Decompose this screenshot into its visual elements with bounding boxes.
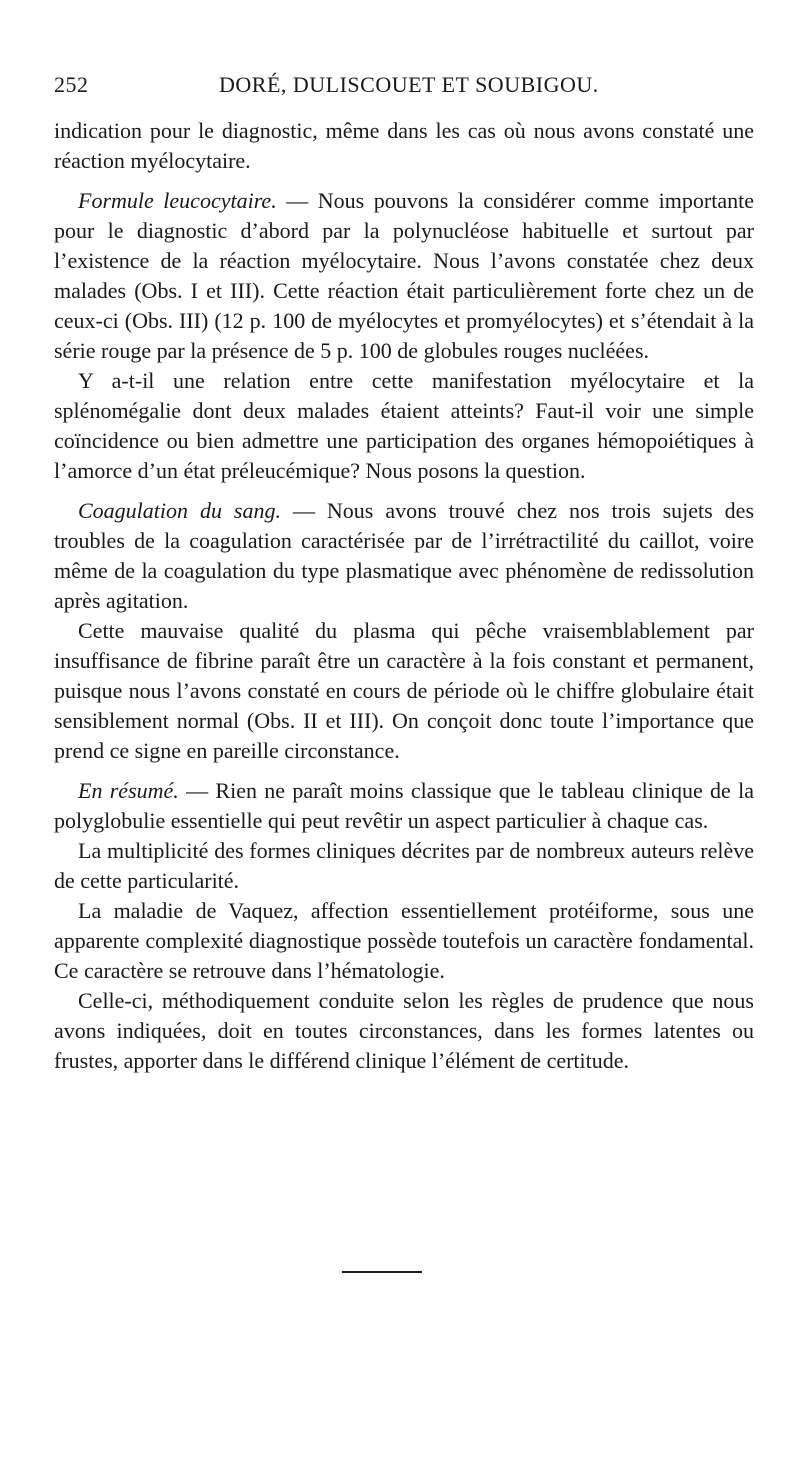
paragraph-text: Cette mauvaise qualité du plasma qui pêche vraisemblablement par insuffisance de fibrine paraît être un caractère à la fois constant et permanent, puisque nous l’avons constaté en cours de période où le chiffre globulaire était sensiblement normal (Obs. II et III). On conçoit donc toute l’importance que prend ce signe en pareille circonstance.	[54, 618, 754, 763]
section-lead: Formule leucocytaire.	[78, 188, 277, 213]
paragraph-text: — Nous pouvons la considérer comme importante pour le diagnostic d’abord par la polynucléose habituelle et surtout par l’existence de la réaction myélocytaire. Nous l’avons constatée chez deux malades (Obs. I et III). Cette réaction était particulièrement forte chez un de ceux-ci (Obs. III) (12 p. 100 de myélocytes et promyélocytes) et s’étendait à la série rouge par la présence de 5 p. 100 de globules rouges nucléées.	[54, 188, 754, 363]
paragraph	[54, 836, 754, 896]
page-header	[54, 72, 754, 106]
paragraph-text: — Rien ne paraît moins classique que le tableau clinique de la polyglobulie essentielle qui peut revêtir un aspect particulier à chaque cas.	[54, 778, 754, 833]
paragraph	[54, 116, 754, 176]
paragraph-text: indication pour le diagnostic, même dans les cas où nous avons constaté une réaction myélocytaire.	[54, 118, 754, 173]
body-text	[54, 116, 754, 1076]
page-number: 252	[54, 72, 89, 97]
paragraph-en-resume	[54, 776, 754, 836]
section-lead: Coagulation du sang.	[78, 498, 281, 523]
running-head: DORÉ, DULISCOUET ET SOUBIGOU.	[219, 72, 599, 97]
paragraph-text: La maladie de Vaquez, affection essentiellement protéiforme, sous une apparente complexité diagnostique possède toutefois un caractère fondamental. Ce caractère se retrouve dans l’hématologie.	[54, 898, 754, 983]
paragraph-text: — Nous avons trouvé chez nos trois sujets des troubles de la coagulation caractérisée par de l’irrétractilité du caillot, voire même de la coagulation du type plasmatique avec phénomène de redissolution après agitation.	[54, 498, 755, 613]
paragraph-coagulation	[54, 496, 754, 616]
paragraph	[54, 896, 754, 986]
paragraph-text: Celle-ci, méthodiquement conduite selon les règles de prudence que nous avons indiquées, doit en toutes circonstances, dans les formes latentes ou frustes, apporter dans le différend clinique l’élément de certitude.	[54, 988, 754, 1073]
paragraph	[54, 616, 754, 766]
paragraph	[54, 986, 754, 1076]
paragraph-formule-leucocytaire	[54, 186, 754, 366]
end-rule	[342, 1271, 422, 1273]
section-lead: En résumé.	[78, 778, 179, 803]
paragraph	[54, 366, 754, 486]
paragraph-text: La multiplicité des formes cliniques décrites par de nombreux auteurs relève de cette particularité.	[54, 838, 754, 893]
paragraph-text: Y a-t-il une relation entre cette manifestation myélocytaire et la splénomégalie dont deux malades étaient atteints? Faut-il voir une simple coïncidence ou bien admettre une participation des organes hémopoiétiques à l’amorce d’un état préleucémique? Nous posons la question.	[54, 368, 754, 483]
